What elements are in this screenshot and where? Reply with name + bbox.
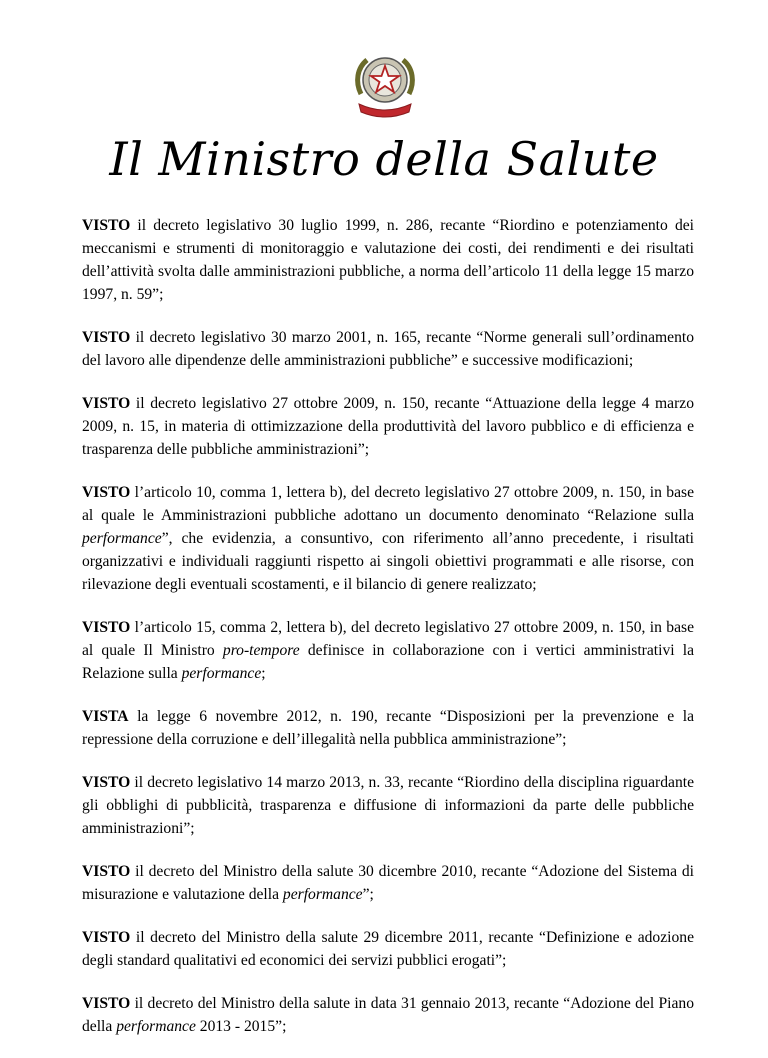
paragraph-keyword: VISTO <box>82 329 131 346</box>
paragraph-text: definisce in collaborazione con i vertici amministrativi la Relazione sulla <box>82 642 695 682</box>
paragraph-keyword: VISTA <box>82 708 129 725</box>
paragraph-text: il decreto legislativo 30 luglio 1999, n. 286, recante “Riordino e potenziamento dei meccanismi e strumenti di monitoraggio e valutazione dei costi, dei rendimenti e dei risultati dell’attività svolta dalle amministrazioni pubbliche, a norma dell’articolo 11 della legge 15 marzo 1997, n. 59”; <box>82 217 694 303</box>
paragraph-keyword: VISTO <box>82 774 131 791</box>
preamble-paragraph <box>82 392 694 461</box>
repubblica-italiana-emblem-icon <box>347 46 423 122</box>
italic-term: performance <box>116 1018 196 1035</box>
paragraph-keyword: VISTO <box>82 217 131 234</box>
paragraph-text: il decreto legislativo 30 marzo 2001, n. 165, recante “Norme generali sull’ordinamento del lavoro alle dipendenze delle amministrazioni pubbliche” e successive modificazioni; <box>82 329 694 369</box>
paragraph-text: il decreto legislativo 14 marzo 2013, n. 33, recante “Riordino della disciplina riguardante gli obblighi di pubblicità, trasparenza e diffusione di informazioni da parte delle pubbliche amministrazioni”; <box>82 774 694 837</box>
paragraph-keyword: VISTO <box>82 395 131 412</box>
italic-term: performance <box>282 886 363 903</box>
paragraph-text: il decreto del Ministro della salute 29 dicembre 2011, recante “Definizione e adozione degli standard qualitativi ed economici dei servizi pubblici erogati”; <box>82 929 694 969</box>
italic-term: performance <box>82 530 162 547</box>
paragraph-text: ; <box>261 665 266 682</box>
preamble-paragraph <box>82 771 694 840</box>
italic-term: pro-tempore <box>222 642 300 659</box>
page-title: Il Ministro della Salute <box>109 132 659 186</box>
preamble-paragraph <box>82 926 694 972</box>
paragraph-text: il decreto del Ministro della salute 30 dicembre 2010, recante “Adozione del Sistema di misurazione e valutazione della <box>82 863 694 903</box>
paragraph-text: il decreto del Ministro della salute in data 31 gennaio 2013, recante “Adozione del Piano della <box>82 995 694 1035</box>
document-body <box>82 214 694 1058</box>
paragraph-text: ”; <box>362 886 374 903</box>
paragraph-keyword: VISTO <box>82 619 131 636</box>
paragraph-text: la legge 6 novembre 2012, n. 190, recante “Disposizioni per la prevenzione e la repressione della corruzione e dell’illegalità nella pubblica amministrazione”; <box>82 708 694 748</box>
preamble-paragraph <box>82 481 694 596</box>
preamble-paragraph <box>82 214 694 306</box>
paragraph-text: ”, che evidenzia, a consuntivo, con riferimento all’anno precedente, i risultati organizzativi e individuali raggiunti rispetto ai singoli obiettivi programmati e alle risorse, con rilevazione degli eventuali scostamenti, e il bilancio di genere realizzato; <box>82 530 694 593</box>
preamble-paragraph <box>82 992 694 1038</box>
preamble-paragraph <box>82 705 694 751</box>
paragraph-keyword: VISTO <box>82 929 131 946</box>
paragraph-text: l’articolo 10, comma 1, lettera b), del decreto legislativo 27 ottobre 2009, n. 150, in base al quale le Amministrazioni pubbliche adottano un documento denominato “Relazione sulla <box>82 484 694 524</box>
paragraph-text: il decreto legislativo 27 ottobre 2009, n. 150, recante “Attuazione della legge 4 marzo 2009, n. 15, in materia di ottimizzazione della produttività del lavoro pubblico e di efficienza e trasparenza delle pubbliche amministrazioni”; <box>82 395 694 458</box>
italic-term: performance <box>181 665 262 682</box>
paragraph-keyword: VISTO <box>82 995 131 1012</box>
paragraph-keyword: VISTO <box>82 484 131 501</box>
paragraph-text: l’articolo 15, comma 2, lettera b), del decreto legislativo 27 ottobre 2009, n. 150, in base al quale Il Ministro <box>82 619 694 659</box>
preamble-paragraph <box>82 860 694 906</box>
preamble-paragraph <box>82 326 694 372</box>
paragraph-text: 2013 - 2015”; <box>195 1018 287 1035</box>
preamble-paragraph <box>82 616 694 685</box>
paragraph-keyword: VISTO <box>82 863 131 880</box>
